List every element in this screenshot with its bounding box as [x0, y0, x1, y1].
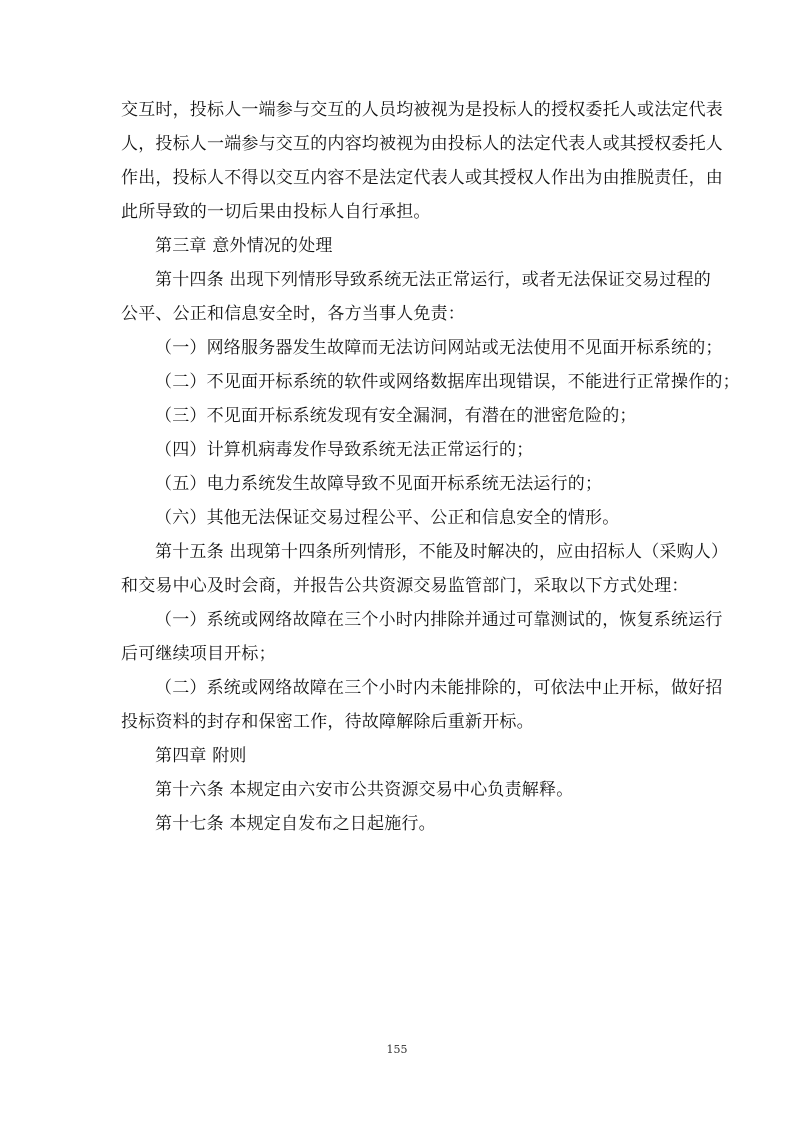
list-item: （五）电力系统发生故障导致不见面开标系统无法运行的； — [155, 474, 603, 494]
paragraph-line: 交互时，投标人一端参与交互的人员均被视为是投标人的授权委托人或法定代表 — [121, 100, 723, 120]
chapter-heading: 第三章 意外情况的处理 — [155, 236, 333, 256]
list-item: （一）系统或网络故障在三个小时内排除并通过可靠测试的，恢复系统运行 — [155, 610, 723, 630]
list-item: （四）计算机病毒发作导致系统无法正常运行的； — [155, 440, 534, 460]
list-item: （三）不见面开标系统发现有安全漏洞，有潜在的泄密危险的； — [155, 406, 637, 426]
list-item: （二）系统或网络故障在三个小时内未能排除的，可依法中止开标，做好招 — [155, 678, 723, 698]
article-line: 公平、公正和信息安全时，各方当事人免责： — [121, 304, 465, 324]
paragraph-line: 作出，投标人不得以交互内容不是法定代表人或其授权人作出为由推脱责任，由 — [121, 168, 723, 188]
paragraph-line: 此所导致的一切后果由投标人自行承担。 — [121, 202, 431, 222]
article-line: 第十四条 出现下列情形导致系统无法正常运行，或者无法保证交易过程的 — [155, 270, 712, 290]
article-line: 和交易中心及时会商，并报告公共资源交易监管部门，采取以下方式处理： — [121, 576, 689, 596]
article-line: 第十六条 本规定由六安市公共资源交易中心负责解释。 — [155, 780, 574, 800]
article-line: 第十七条 本规定自发布之日起施行。 — [155, 814, 436, 834]
list-item: 投标资料的封存和保密工作，待故障解除后重新开标。 — [121, 712, 534, 732]
list-item: （一）网络服务器发生故障而无法访问网站或无法使用不见面开标系统的； — [155, 338, 723, 358]
page-number: 155 — [386, 1043, 408, 1056]
paragraph-line: 人，投标人一端参与交互的内容均被视为由投标人的法定代表人或其授权委托人 — [121, 134, 723, 154]
list-item: （二）不见面开标系统的软件或网络数据库出现错误，不能进行正常操作的； — [155, 372, 740, 392]
list-item: （六）其他无法保证交易过程公平、公正和信息安全的情形。 — [155, 508, 620, 528]
chapter-heading: 第四章 附则 — [155, 746, 247, 766]
list-item: 后可继续项目开标； — [121, 644, 276, 664]
article-line: 第十五条 出现第十四条所列情形，不能及时解决的，应由招标人（采购人） — [155, 542, 729, 562]
